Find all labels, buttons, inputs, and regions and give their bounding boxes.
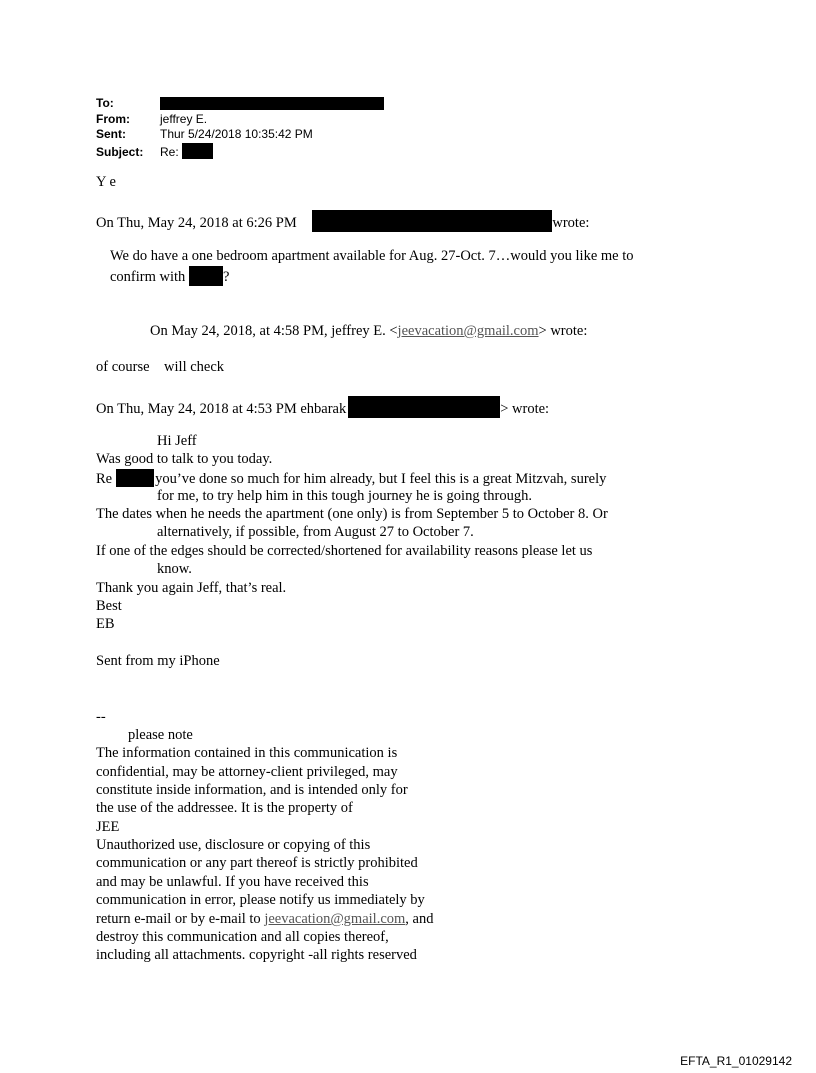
from-value: jeffrey E.: [160, 112, 208, 126]
from-row: [96, 112, 207, 126]
msg-line: Was good to talk to you today.: [96, 451, 273, 467]
msg-line-end: you’ve done so much for him already, but I feel this is a great Mitzvah, surely: [155, 471, 607, 487]
subject-row: [96, 143, 213, 159]
signature-line: communication or any part thereof is strictly prohibited: [96, 855, 418, 871]
quote2-intro: [150, 322, 587, 340]
sent-row: [96, 127, 313, 141]
msg-line: know.: [157, 561, 192, 577]
email-link[interactable]: jeevacation@gmail.com: [397, 323, 539, 339]
reply-text: Y e: [96, 174, 116, 190]
to-label: To:: [96, 96, 114, 110]
redaction: [348, 396, 500, 418]
quote1-line2-text: confirm with: [110, 269, 186, 285]
quote2-intro-text: On May 24, 2018, at 4:58 PM, jeffrey E. <: [150, 323, 398, 339]
signature-line: including all attachments. copyright -all rights reserved: [96, 947, 417, 963]
msg-line-start: Re: [96, 471, 113, 487]
subject-value: Re:: [160, 145, 179, 159]
msg-line: The dates when he needs the apartment (one only) is from September 5 to October 8. Or: [96, 506, 608, 522]
signature-email-post: , and: [405, 911, 434, 927]
msg-line: Best: [96, 598, 122, 614]
msg-line: for me, to try help him in this tough journey he is going through.: [157, 488, 532, 504]
msg-line: alternatively, if possible, from August 27 to October 7.: [157, 524, 474, 540]
signature-line: constitute inside information, and is intended only for: [96, 782, 408, 798]
reply2-text: of course will check: [96, 359, 225, 375]
signature-line: confidential, may be attorney-client privileged, may: [96, 764, 398, 780]
signature-line: and may be unlawful. If you have received this: [96, 874, 369, 890]
signature-dashes: --: [96, 709, 106, 725]
quote3-wrote: > wrote:: [500, 401, 550, 417]
msg-line: Thank you again Jeff, that’s real.: [96, 580, 287, 596]
signature-line: JEE: [96, 819, 120, 835]
msg-greeting: Hi Jeff: [157, 433, 197, 449]
sent-label: Sent:: [96, 127, 126, 141]
quote3-intro: [96, 396, 549, 418]
redaction: [116, 469, 154, 487]
redaction: [160, 97, 384, 110]
redaction: [182, 143, 213, 159]
signature-line: the use of the addressee. It is the property of: [96, 800, 353, 816]
document-id: EFTA_R1_01029142: [680, 1054, 792, 1068]
quote1-intro-text: On Thu, May 24, 2018 at 6:26 PM: [96, 215, 297, 231]
signature-line: communication in error, please notify us immediately by: [96, 892, 425, 908]
msg-line: If one of the edges should be corrected/shortened for availability reasons please let us: [96, 543, 593, 559]
redaction: [189, 266, 223, 286]
msg-line: [96, 469, 606, 488]
signature-line: destroy this communication and all copies thereof,: [96, 929, 389, 945]
quote3-intro-text: On Thu, May 24, 2018 at 4:53 PM ehbarak: [96, 401, 347, 417]
sent-from-iphone: Sent from my iPhone: [96, 653, 220, 669]
quote1-line2: [110, 266, 229, 286]
signature-note: please note: [128, 727, 193, 743]
signature-email-link[interactable]: jeevacation@gmail.com: [264, 911, 406, 927]
redaction: [312, 210, 552, 232]
signature-line: Unauthorized use, disclosure or copying of this: [96, 837, 371, 853]
signature-email-pre: return e-mail or by e-mail to: [96, 911, 265, 927]
quote1-wrote: wrote:: [552, 215, 590, 231]
signature-line: The information contained in this communication is: [96, 745, 398, 761]
subject-label: Subject:: [96, 145, 144, 159]
to-row: [96, 96, 384, 110]
sent-value: Thur 5/24/2018 10:35:42 PM: [160, 127, 313, 141]
quote1-line1: We do have a one bedroom apartment available for Aug. 27-Oct. 7…would you like me to: [110, 248, 634, 264]
quote1-intro: [96, 210, 589, 232]
quote1-line2-end: ?: [222, 269, 230, 285]
quote2-wrote: > wrote:: [538, 323, 588, 339]
signature-email-line: [96, 910, 433, 928]
msg-line: EB: [96, 616, 115, 632]
from-label: From:: [96, 112, 130, 126]
